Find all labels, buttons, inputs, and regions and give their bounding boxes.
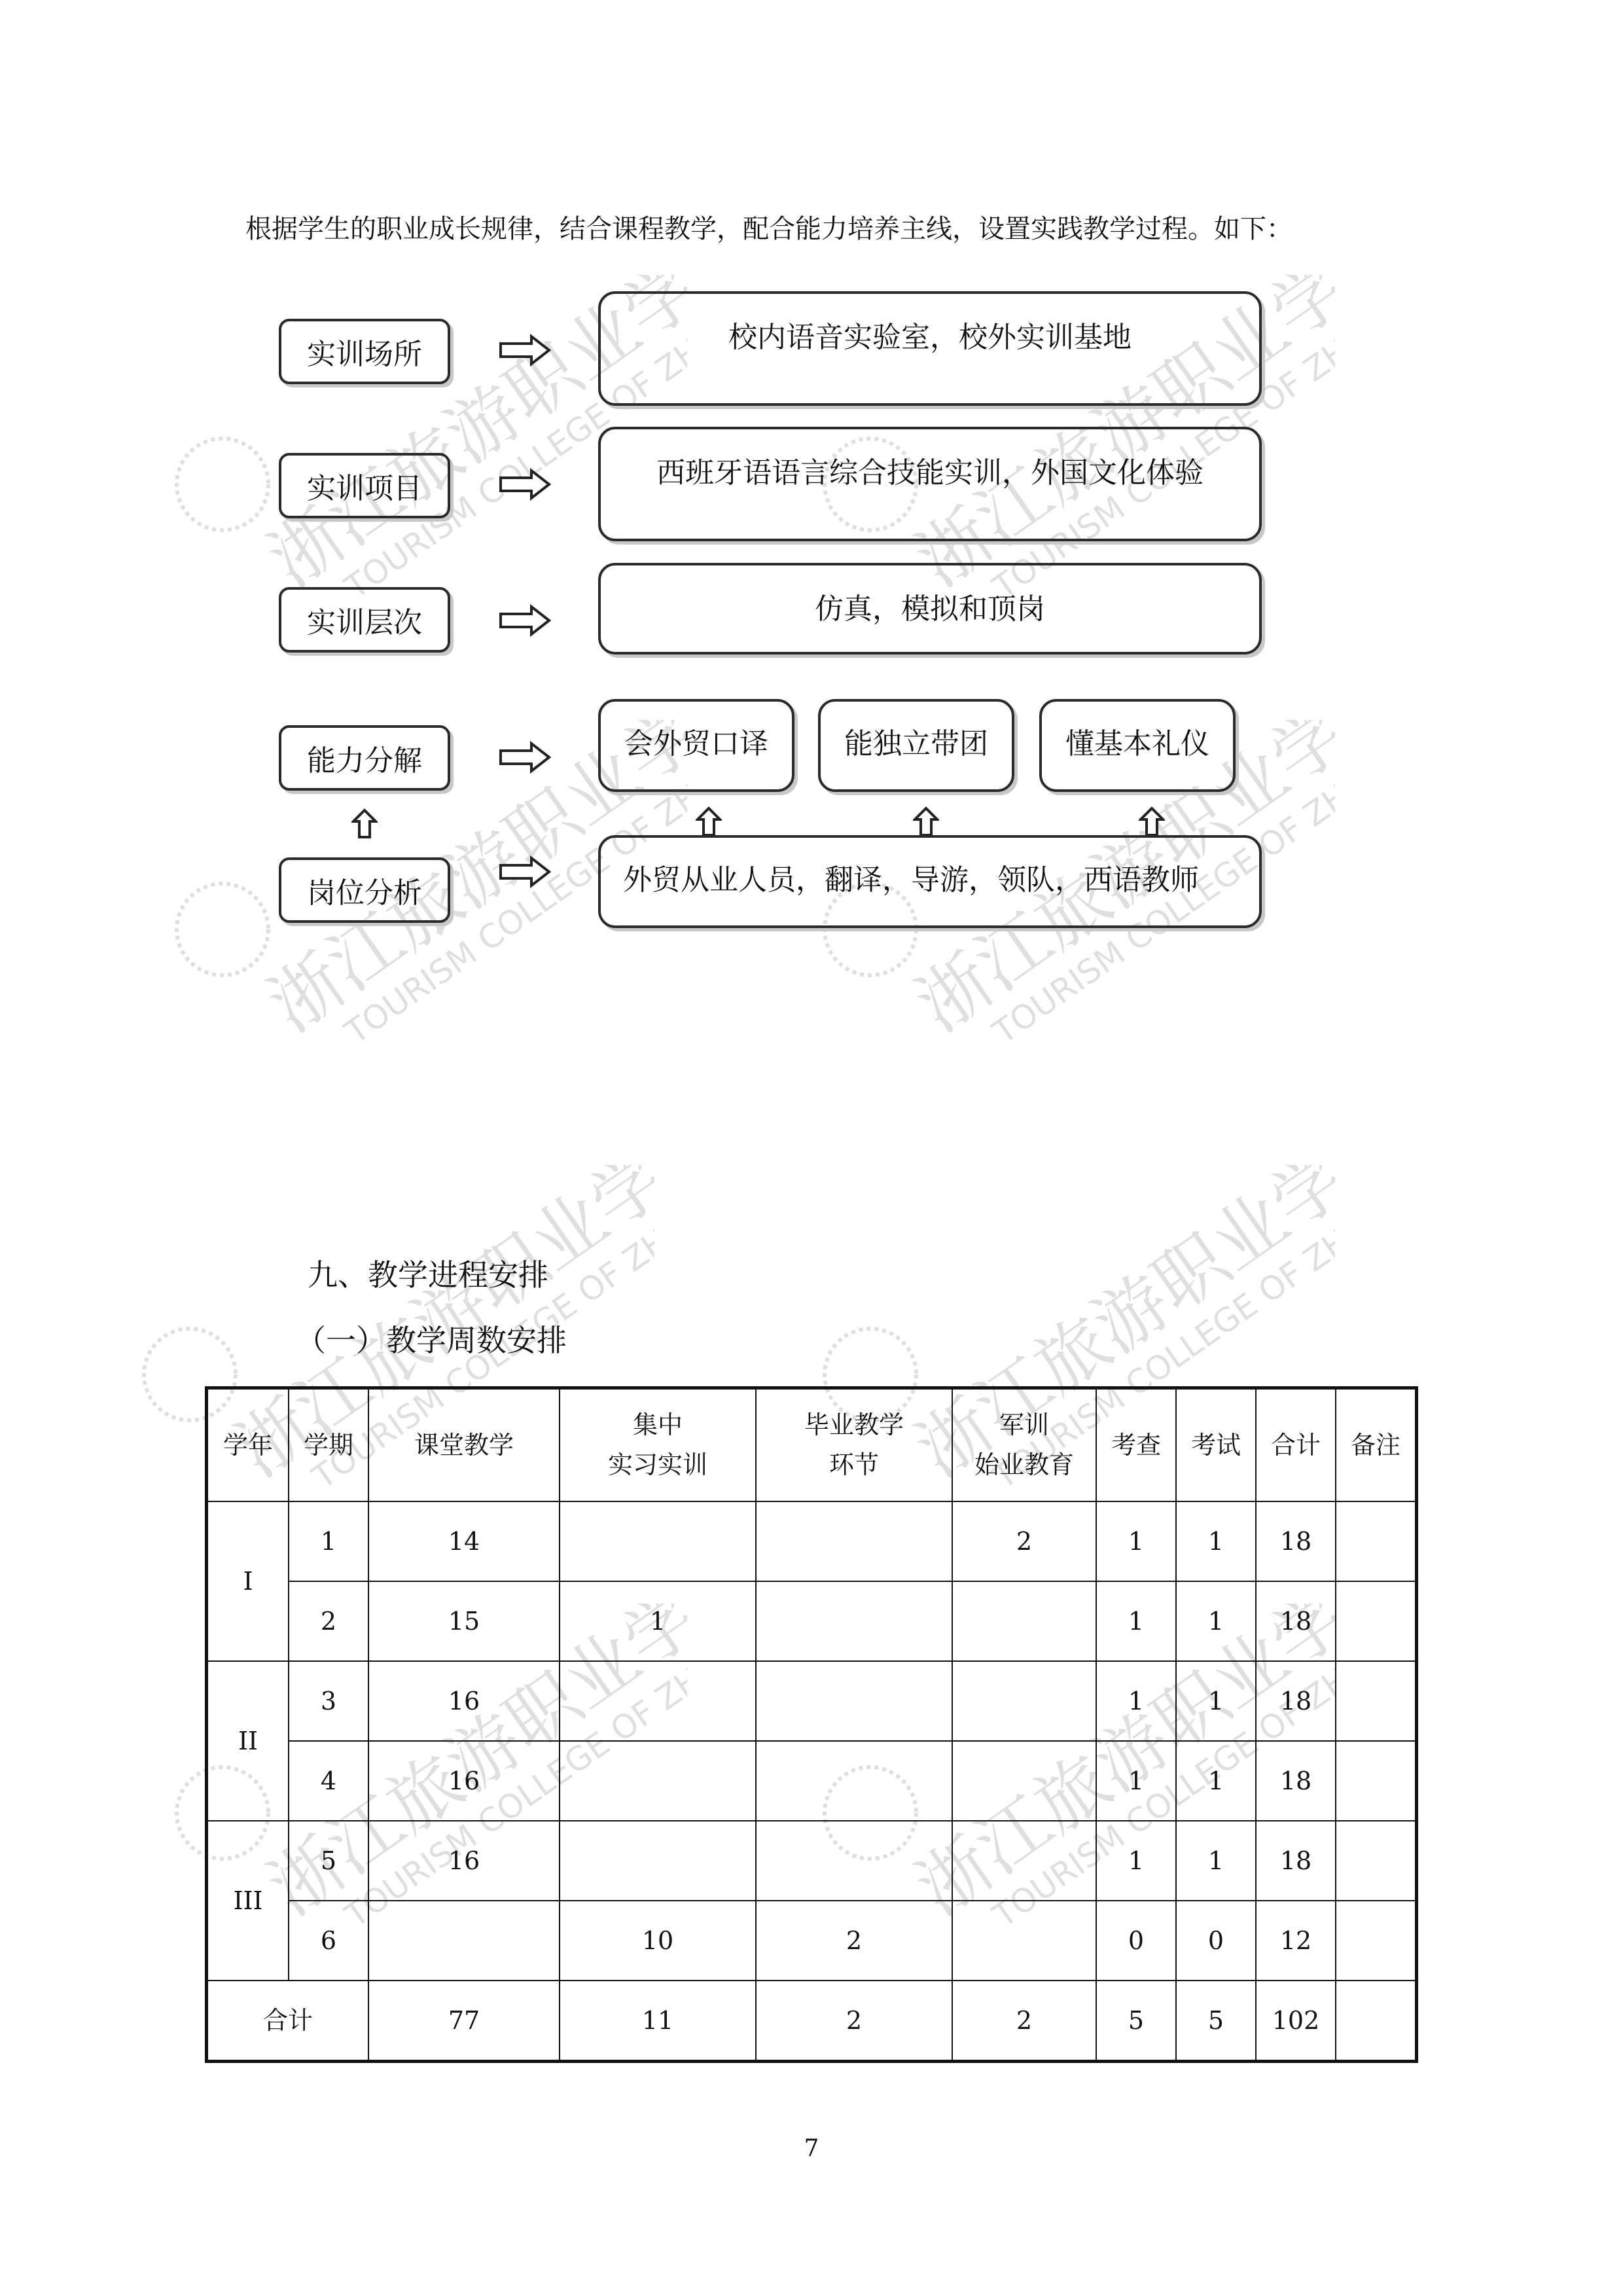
table-cell	[756, 1821, 952, 1901]
right-arrow-icon	[499, 855, 551, 888]
term-cell: 6	[289, 1901, 368, 1981]
table-cell: 11	[560, 1981, 756, 2060]
up-arrow-icon	[913, 806, 939, 836]
diagram-ability-interpret: 会外贸口译	[598, 699, 794, 792]
header-cell: 集中 实习实训	[560, 1389, 756, 1501]
header-cell: 考试	[1176, 1389, 1256, 1501]
table-cell	[368, 1901, 560, 1981]
table-cell: 18	[1256, 1821, 1336, 1901]
total-label-cell: 合计	[207, 1981, 368, 2060]
table-cell: 1	[1096, 1661, 1176, 1741]
table-cell	[560, 1661, 756, 1741]
svg-text:TOURISM COLLEGE OF ZHEJIANG: TOURISM COLLEGE OF ZHEJIANG	[338, 1604, 687, 1935]
table-cell: 1	[1176, 1581, 1256, 1661]
svg-text:TOURISM COLLEGE OF ZHEJIANG: TOURISM COLLEGE OF ZHEJIANG	[306, 1165, 654, 1497]
up-arrow-icon	[696, 806, 722, 836]
term-cell: 3	[289, 1661, 368, 1741]
table-cell: 18	[1256, 1741, 1336, 1821]
right-arrow-icon	[499, 468, 551, 501]
svg-text:TOURISM COLLEGE OF ZHEJIANG: TOURISM COLLEGE OF ZHEJIANG	[338, 720, 687, 1052]
svg-text:TOURISM COLLEGE OF ZHEJIANG: TOURISM COLLEGE OF ZHEJIANG	[986, 1604, 1335, 1935]
table-cell: 16	[368, 1741, 560, 1821]
table-cell	[1336, 1981, 1416, 2060]
table-cell	[1336, 1741, 1416, 1821]
svg-text:浙江旅游职业学院: 浙江旅游职业学院	[901, 1604, 1335, 1931]
table-cell: 1	[1176, 1741, 1256, 1821]
table-cell: 77	[368, 1981, 560, 2060]
table-cell: 5	[1176, 1981, 1256, 2060]
table-cell: 1	[560, 1581, 756, 1661]
table-cell: 2	[952, 1501, 1096, 1581]
table-cell: 1	[1176, 1501, 1256, 1581]
table-cell	[756, 1661, 952, 1741]
table-cell: 1	[1096, 1741, 1176, 1821]
table-row	[207, 1661, 1416, 1741]
table-cell: 14	[368, 1501, 560, 1581]
term-cell: 2	[289, 1581, 368, 1661]
header-cell: 考查	[1096, 1389, 1176, 1501]
diagram-content-position: 外贸从业人员，翻译，导游，领队，西语教师	[598, 835, 1262, 928]
year-cell: I	[207, 1501, 289, 1661]
table-cell	[560, 1741, 756, 1821]
table-cell: 16	[368, 1821, 560, 1901]
svg-text:TOURISM COLLEGE OF ZHEJIANG: TOURISM COLLEGE OF ZHEJIANG	[338, 275, 687, 607]
diagram-ability-guide: 能独立带团	[818, 699, 1014, 792]
right-arrow-icon	[499, 334, 551, 367]
table-cell	[1336, 1821, 1416, 1901]
up-arrow-icon	[351, 808, 378, 838]
section-title: 九、教学进程安排	[308, 1257, 548, 1293]
svg-text:浙江旅游职业学院: 浙江旅游职业学院	[253, 275, 687, 603]
svg-text:TOURISM COLLEGE OF ZHEJIANG: TOURISM COLLEGE OF ZHEJIANG	[986, 275, 1335, 607]
table-cell	[756, 1581, 952, 1661]
svg-text:浙江旅游职业学院: 浙江旅游职业学院	[901, 1165, 1335, 1493]
svg-text:浙江旅游职业学院: 浙江旅游职业学院	[901, 275, 1335, 603]
table-cell	[756, 1501, 952, 1581]
table-cell: 1	[1096, 1821, 1176, 1901]
table-cell: 0	[1176, 1901, 1256, 1981]
svg-text:TOURISM COLLEGE OF ZHEJIANG: TOURISM COLLEGE OF ZHEJIANG	[986, 720, 1335, 1052]
table-row	[207, 1901, 1416, 1981]
header-cell: 合计	[1256, 1389, 1336, 1501]
year-cell: III	[207, 1821, 289, 1981]
table-cell	[952, 1741, 1096, 1821]
svg-text:浙江旅游职业学院: 浙江旅游职业学院	[221, 1165, 654, 1493]
svg-text:浙江旅游职业学院: 浙江旅游职业学院	[253, 1604, 687, 1931]
table-cell	[1336, 1501, 1416, 1581]
diagram-label-level: 实训层次	[279, 587, 450, 653]
header-cell: 学期	[289, 1389, 368, 1501]
table-cell	[1336, 1661, 1416, 1741]
right-arrow-icon	[499, 741, 551, 774]
table-cell: 15	[368, 1581, 560, 1661]
table-cell: 0	[1096, 1901, 1176, 1981]
table-cell: 18	[1256, 1501, 1336, 1581]
table-cell	[952, 1581, 1096, 1661]
table-cell: 2	[756, 1981, 952, 2060]
page-number: 7	[804, 2135, 819, 2162]
table-cell	[952, 1901, 1096, 1981]
subsection-title: （一）教学周数安排	[296, 1323, 567, 1358]
term-cell: 5	[289, 1821, 368, 1901]
table-cell: 1	[1176, 1661, 1256, 1741]
header-cell: 备注	[1336, 1389, 1416, 1501]
table-cell: 16	[368, 1661, 560, 1741]
table-cell	[560, 1821, 756, 1901]
table-cell: 1	[1176, 1821, 1256, 1901]
table-cell	[1336, 1581, 1416, 1661]
svg-text:浙江旅游职业学院: 浙江旅游职业学院	[901, 720, 1335, 1048]
header-cell: 课堂教学	[368, 1389, 560, 1501]
table-cell: 12	[1256, 1901, 1336, 1981]
table-cell: 18	[1256, 1581, 1336, 1661]
table-row	[207, 1581, 1416, 1661]
table-cell: 102	[1256, 1981, 1336, 2060]
term-cell: 1	[289, 1501, 368, 1581]
table-cell: 2	[756, 1901, 952, 1981]
table-cell: 2	[952, 1981, 1096, 2060]
table-cell	[952, 1661, 1096, 1741]
table-row	[207, 1821, 1416, 1901]
diagram-label-venue: 实训场所	[279, 319, 450, 384]
up-arrow-icon	[1139, 806, 1165, 836]
table-cell: 1	[1096, 1501, 1176, 1581]
header-cell: 学年	[207, 1389, 289, 1501]
table-cell	[1336, 1901, 1416, 1981]
intro-paragraph: 根据学生的职业成长规律，结合课程教学，配合能力培养主线，设置实践教学过程。如下：	[245, 214, 1293, 244]
table-cell: 18	[1256, 1661, 1336, 1741]
table-row	[207, 1501, 1416, 1581]
year-cell: II	[207, 1661, 289, 1821]
teaching-weeks-table	[207, 1388, 1416, 2061]
table-header-row	[207, 1389, 1416, 1501]
table-cell	[560, 1501, 756, 1581]
diagram-label-ability: 能力分解	[279, 725, 450, 791]
table-cell: 5	[1096, 1981, 1176, 2060]
diagram-content-project: 西班牙语语言综合技能实训，外国文化体验	[598, 427, 1262, 541]
table-total-row	[207, 1981, 1416, 2060]
table-cell	[756, 1741, 952, 1821]
table-cell: 1	[1096, 1581, 1176, 1661]
diagram-label-position: 岗位分析	[279, 857, 450, 923]
table-cell	[952, 1821, 1096, 1901]
term-cell: 4	[289, 1741, 368, 1821]
diagram-ability-etiquette: 懂基本礼仪	[1039, 699, 1236, 792]
right-arrow-icon	[499, 604, 551, 637]
header-cell: 军训 始业教育	[952, 1389, 1096, 1501]
table-row	[207, 1741, 1416, 1821]
svg-text:浙江旅游职业学院: 浙江旅游职业学院	[253, 720, 687, 1048]
diagram-content-level: 仿真，模拟和顶岗	[598, 563, 1262, 655]
svg-text:TOURISM COLLEGE OF ZHEJIANG: TOURISM COLLEGE OF ZHEJIANG	[986, 1165, 1335, 1497]
diagram-label-project: 实训项目	[279, 453, 450, 518]
header-cell: 毕业教学 环节	[756, 1389, 952, 1501]
table-cell: 10	[560, 1901, 756, 1981]
diagram-content-venue: 校内语音实验室，校外实训基地	[598, 291, 1262, 406]
